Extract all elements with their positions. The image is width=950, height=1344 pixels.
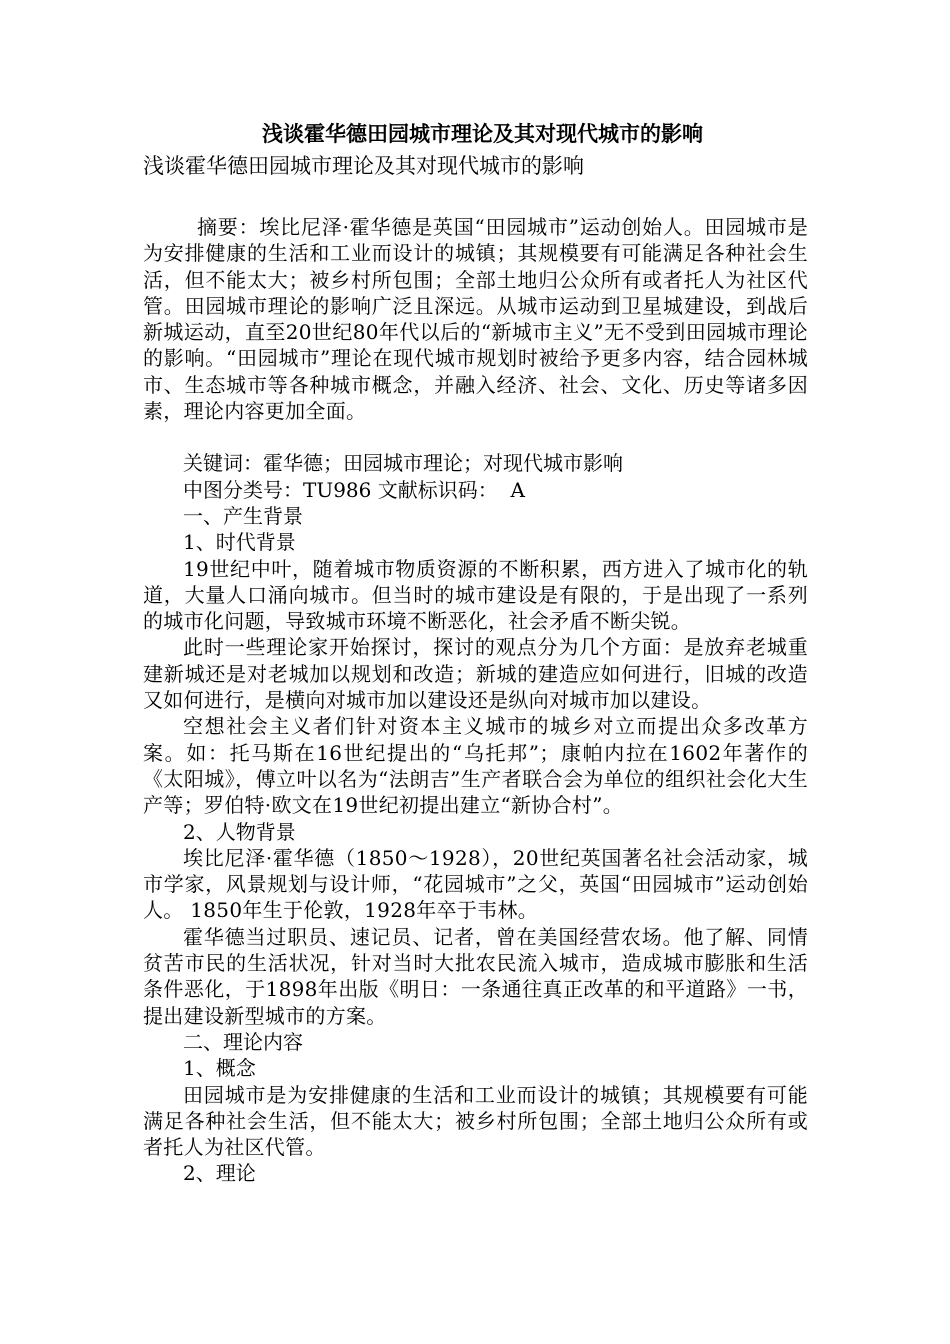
subsection-heading-person: 2、人物背景	[183, 819, 296, 844]
paragraph-era-1: 19世纪中叶，随着城市物质资源的不断积累，西方进入了城市化的轨道，大量人口涌向城市。但当时的城市建设是有限的，于是出现了一系列的城市化问题，导致城市环境不断恶化，社会矛盾不断尖锐。	[143, 556, 808, 634]
document-title: 浅谈霍华德田园城市理论及其对现代城市的影响	[262, 121, 703, 146]
subsection-heading-concept: 1、概念	[183, 1056, 256, 1081]
classification-line: 中图分类号：TU986 文献标识码： A	[183, 477, 525, 502]
paragraph-person-1: 埃比尼泽·霍华德（1850～1928），20世纪英国著名社会活动家，城市学家，风景规划与设计师，“花园城市”之父，英国“田园城市”运动创始人。 1850年生于伦敦，1928年卒于韦林。	[143, 845, 808, 923]
keywords-line: 关键词：霍华德；田园城市理论；对现代城市影响	[183, 451, 623, 476]
section-heading-background: 一、产生背景	[183, 503, 303, 528]
paragraph-era-2: 此时一些理论家开始探讨，探讨的观点分为几个方面：是放弃老城重建新城还是对老城加以规划和改造；新城的建造应如何进行，旧城的改造又如何进行，是横向对城市加以建设还是纵向对城市加以建设。	[143, 635, 808, 713]
document-page	[143, 118, 808, 1187]
subsection-heading-era: 1、时代背景	[183, 530, 296, 555]
abstract-paragraph: 摘要：埃比尼泽·霍华德是英国“田园城市”运动创始人。田园城市是为安排健康的生活和工业而设计的城镇；其规模要有可能满足各种社会生活，但不能太大；被乡村所包围；全部土地归公众所有或者托人为社区代管。田园城市理论的影响广泛且深远。从城市运动到卫星城建设，到战后新城运动，直至20世纪80年代以后的“新城市主义”无不受到田园城市理论的影响。“田园城市”理论在现代城市规划时被给予更多内容，结合园林城市、生态城市等各种城市概念，并融入经济、社会、文化、历史等诸多因素，理论内容更加全面。	[143, 215, 808, 424]
document-subtitle: 浅谈霍华德田园城市理论及其对现代城市的影响	[143, 154, 584, 178]
paragraph-era-3: 空想社会主义者们针对资本主义城市的城乡对立而提出众多改革方案。如：托马斯在16世纪提出的“乌托邦”；康帕内拉在1602年著作的《太阳城》，傅立叶以名为“法朗吉”生产者联合会为单位的组织社会化大生产等；罗伯特·欧文在19世纪初提出建立“新协合村”。	[143, 714, 808, 818]
paragraph-concept-1: 田园城市是为安排健康的生活和工业而设计的城镇；其规模要有可能满足各种社会生活，但不能太大；被乡村所包围；全部土地归公众所有或者托人为社区代管。	[143, 1082, 808, 1160]
subsection-heading-theory: 2、理论	[183, 1161, 256, 1186]
section-heading-theory: 二、理论内容	[183, 1029, 303, 1054]
paragraph-person-2: 霍华德当过职员、速记员、记者，曾在美国经营农场。他了解、同情贫苦市民的生活状况，针对当时大批农民流入城市，造成城市膨胀和生活条件恶化，于1898年出版《明日：一条通往真正改革的和平道路》一书，提出建设新型城市的方案。	[143, 924, 808, 1028]
